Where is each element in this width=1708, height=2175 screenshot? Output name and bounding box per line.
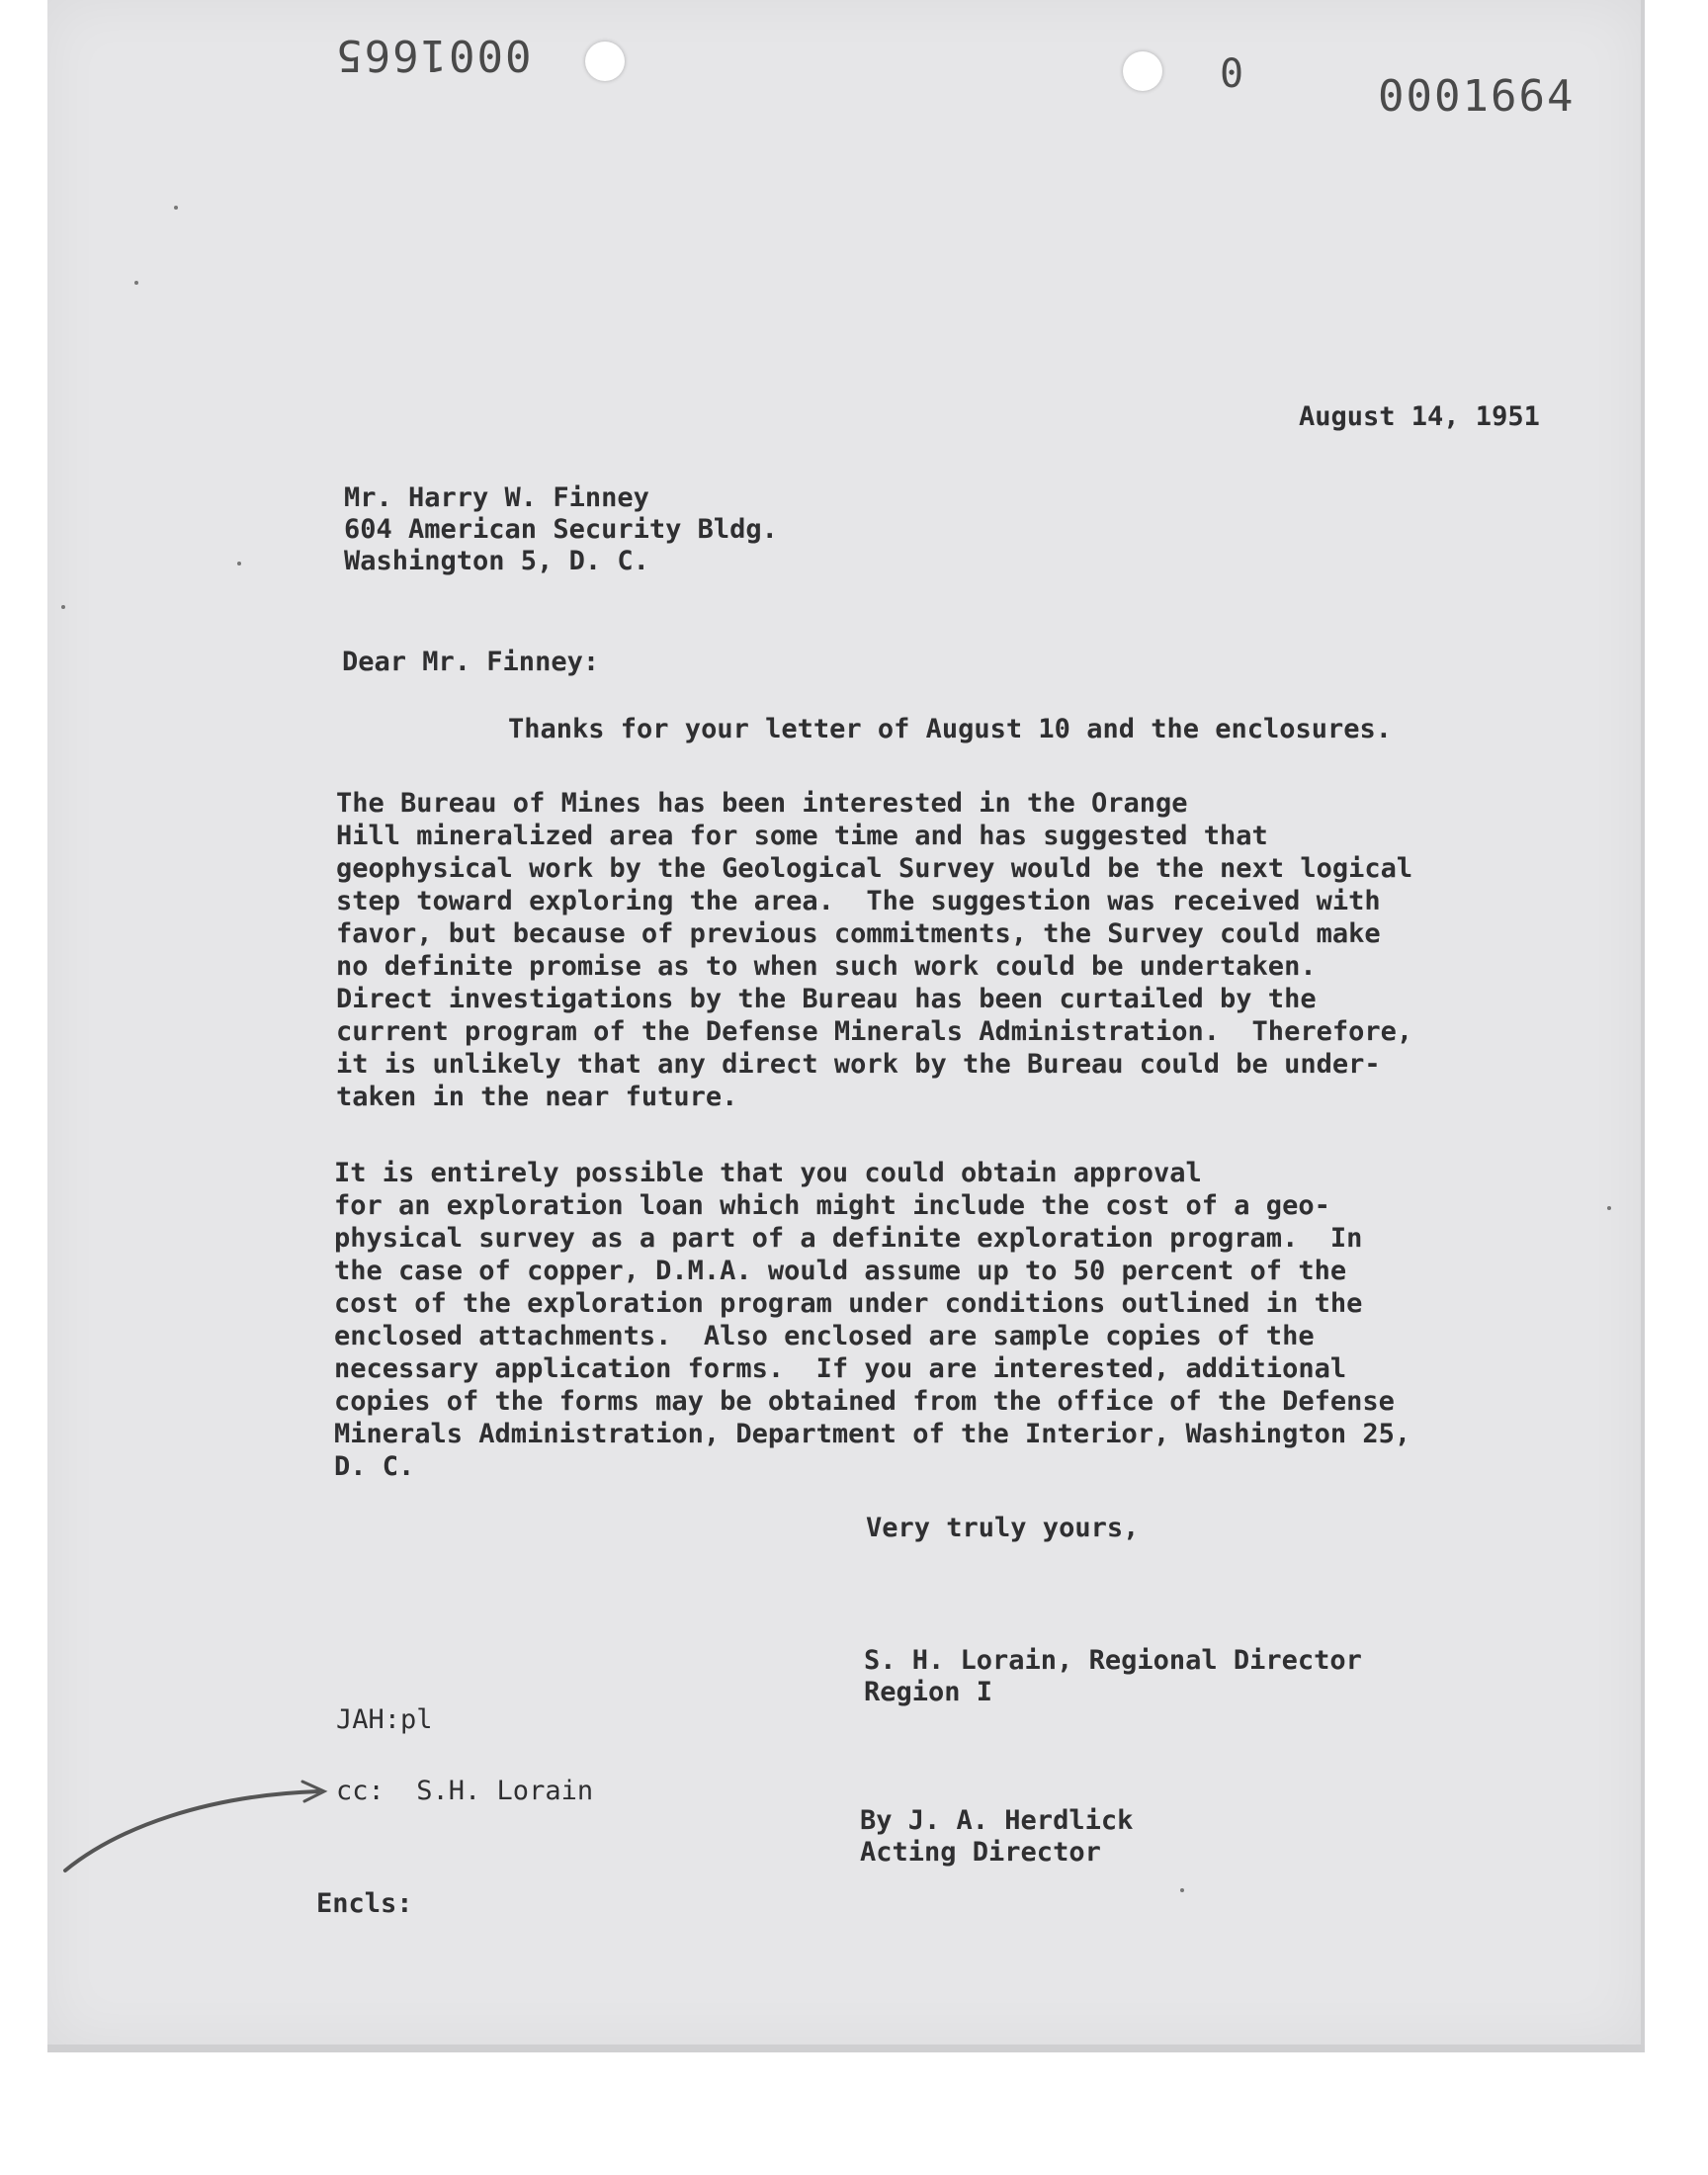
closing: Very truly yours, xyxy=(866,1513,1140,1543)
stamp-number-inverted: 0001665 xyxy=(334,30,532,80)
recipient-name: Mr. Harry W. Finney xyxy=(344,482,649,513)
typist-initials: JAH:pl xyxy=(336,1704,433,1735)
by-name: By J. A. Herdlick xyxy=(860,1805,1134,1836)
recipient-address xyxy=(344,482,778,577)
by-block xyxy=(860,1805,1133,1869)
stamp-number: 0001664 xyxy=(1378,71,1576,122)
paragraph-2: The Bureau of Mines has been interested in the Orange Hill mineralized area for some time and has suggested that geophysical work by the Geological Survey would be the next logical step toward exploring the area. The suggestion was received with favor, but because of previous commitments, the Survey could make no definite promise as to when such work could be undertaken. Direct investigations by the Bureau has been curtailed by the current program of the Defense Minerals Administration. Therefore, it is unlikely that any direct work by the Bureau could be under- taken in the near future. xyxy=(336,788,1413,1112)
carbon-copy-line: cc: S.H. Lorain xyxy=(336,1776,594,1806)
page-bottom-edge xyxy=(47,2044,1645,2052)
enclosures-label: Encls: xyxy=(316,1888,413,1919)
stamp-zero: 0 xyxy=(1220,51,1246,97)
signature-block xyxy=(864,1645,1362,1708)
signer-name-title: S. H. Lorain, Regional Director xyxy=(864,1645,1362,1676)
letter-date: August 14, 1951 xyxy=(1299,401,1540,432)
punch-hole xyxy=(585,42,625,81)
paragraph-3: It is entirely possible that you could obtain approval for an exploration loan which might include the cost of a geo- physical survey as a part of a definite exploration program. In the case of copper, D.M.A. would assume up to 50 percent of the cost of the exploration program under conditions outlined in the enclosed attachments. Also enclosed are sample copies of the necessary application forms. If you are interested, additional copies of the forms may be obtained from the office of the Defense Minerals Administration, Department of the Interior, Washington 25, D. C. xyxy=(334,1158,1411,1482)
paragraph-1: Thanks for your letter of August 10 and the enclosures. xyxy=(508,714,1393,744)
recipient-address-line1: 604 American Security Bldg. xyxy=(344,514,778,545)
salutation: Dear Mr. Finney: xyxy=(342,647,600,677)
signer-region: Region I xyxy=(864,1677,993,1707)
punch-hole xyxy=(1123,51,1162,91)
by-title: Acting Director xyxy=(860,1837,1101,1868)
pen-arrow-mark xyxy=(59,1768,356,1886)
recipient-address-line2: Washington 5, D. C. xyxy=(344,546,649,576)
